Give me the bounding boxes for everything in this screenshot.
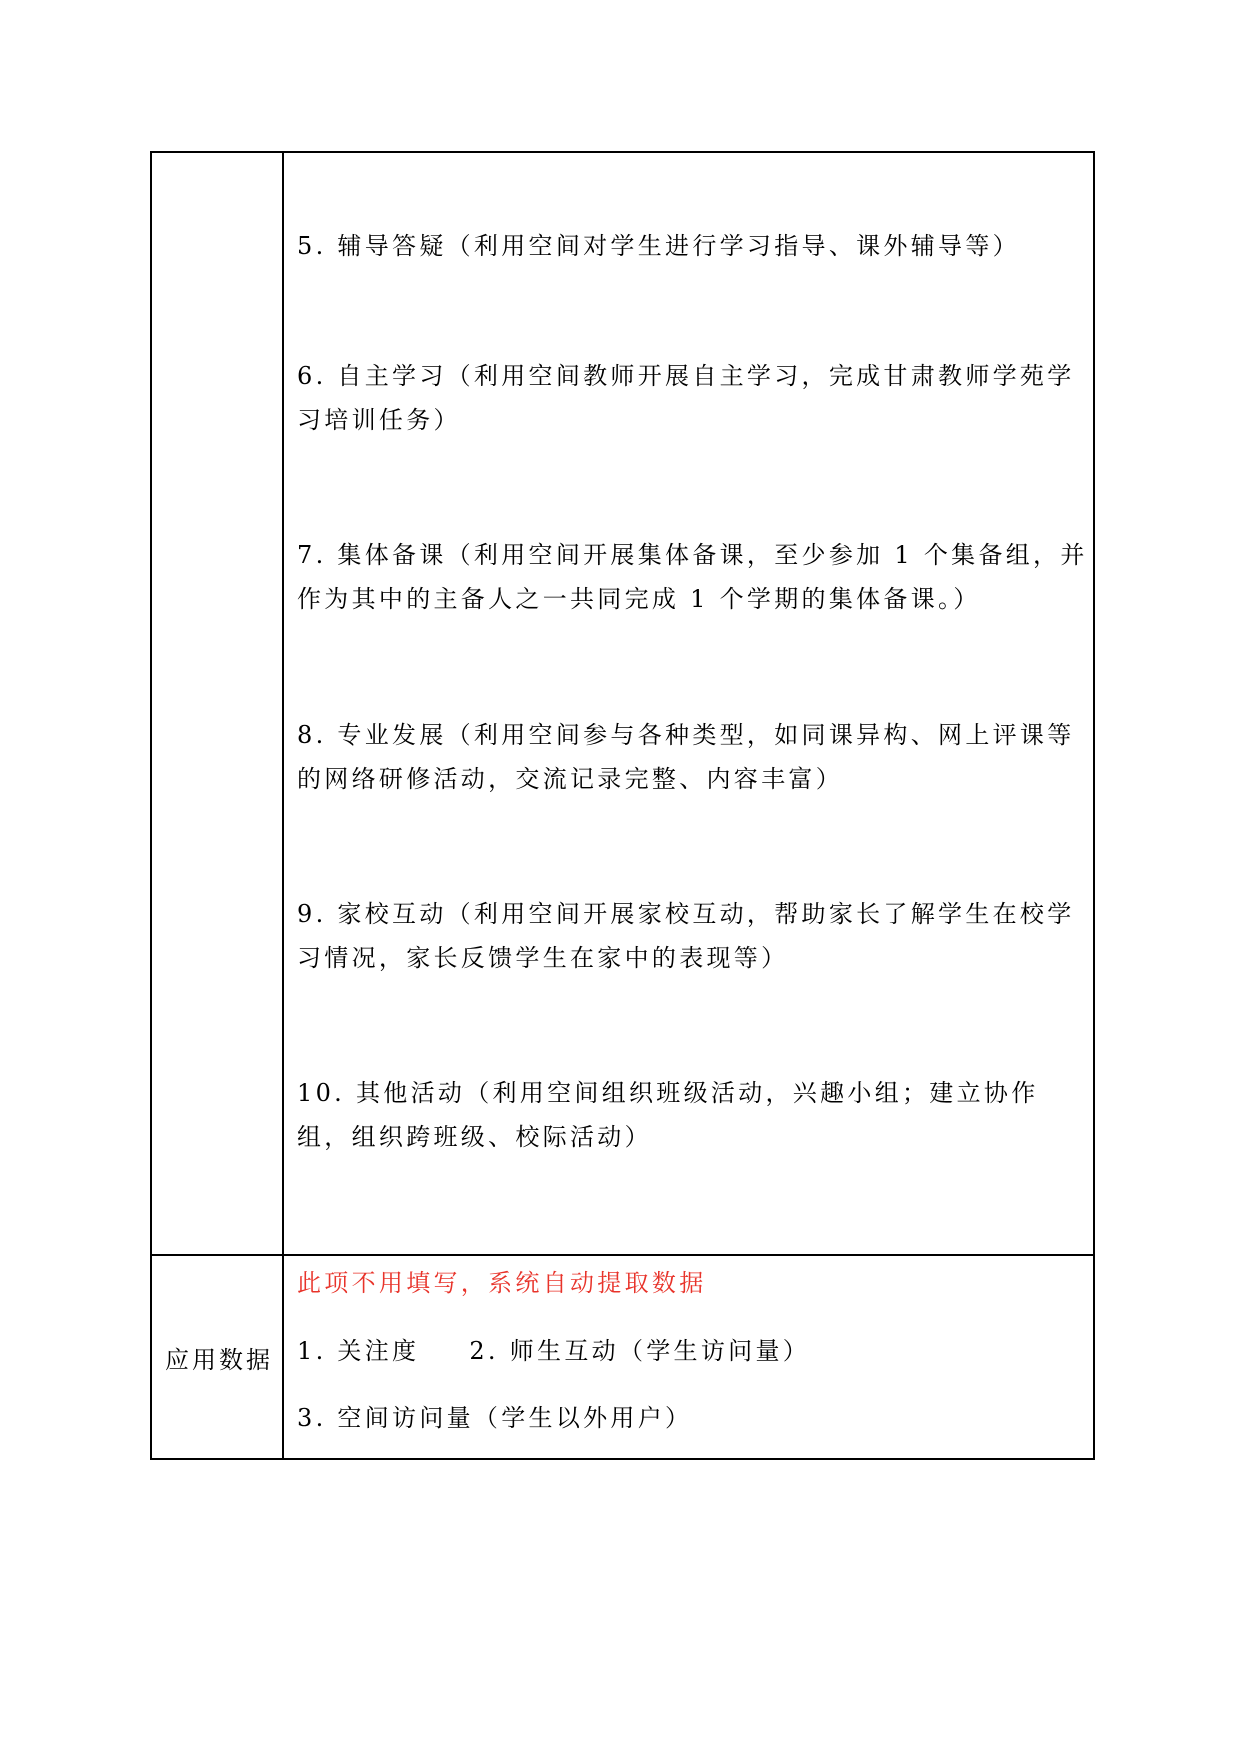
auto-extract-note: 此项不用填写，系统自动提取数据 bbox=[297, 1269, 707, 1297]
metric-space-visits: 3. 空间访问量（学生以外用户） bbox=[297, 1404, 693, 1432]
activity-item-6: 6. 自主学习（利用空间教师开展自主学习，完成甘肃教师学苑学习培训任务） bbox=[297, 362, 1075, 434]
form-table bbox=[150, 151, 1095, 1460]
metric-teacher-student-interaction: 2. 师生互动（学生访问量） bbox=[469, 1337, 811, 1365]
activity-item-5: 5. 辅导答疑（利用空间对学生进行学习指导、课外辅导等） bbox=[297, 232, 1020, 260]
application-data-label: 应用数据 bbox=[165, 1345, 273, 1374]
activity-item-9: 9. 家校互动（利用空间开展家校互动，帮助家长了解学生在校学习情况，家长反馈学生在家中的表现等） bbox=[297, 900, 1075, 972]
metric-attention: 1. 关注度 bbox=[297, 1337, 420, 1365]
activities-content-cell bbox=[283, 152, 1094, 1255]
activity-item-7: 7. 集体备课（利用空间开展集体备课，至少参加 1 个集备组，并作为其中的主备人之一共同完成 1 个学期的集体备课。） bbox=[297, 541, 1088, 613]
application-data-content-cell bbox=[283, 1255, 1094, 1459]
application-data-row bbox=[151, 1255, 1094, 1459]
activity-item-8: 8. 专业发展（利用空间参与各种类型，如同课异构、网上评课等的网络研修活动，交流记录完整、内容丰富） bbox=[297, 721, 1075, 793]
metrics-line-1 bbox=[297, 1329, 1089, 1373]
application-data-label-cell bbox=[151, 1255, 283, 1459]
activity-item-10: 10. 其他活动（利用空间组织班级活动，兴趣小组；建立协作组，组织跨班级、校际活动） bbox=[297, 1079, 1039, 1151]
activities-row bbox=[151, 152, 1094, 1255]
activities-label-cell bbox=[151, 152, 283, 1255]
